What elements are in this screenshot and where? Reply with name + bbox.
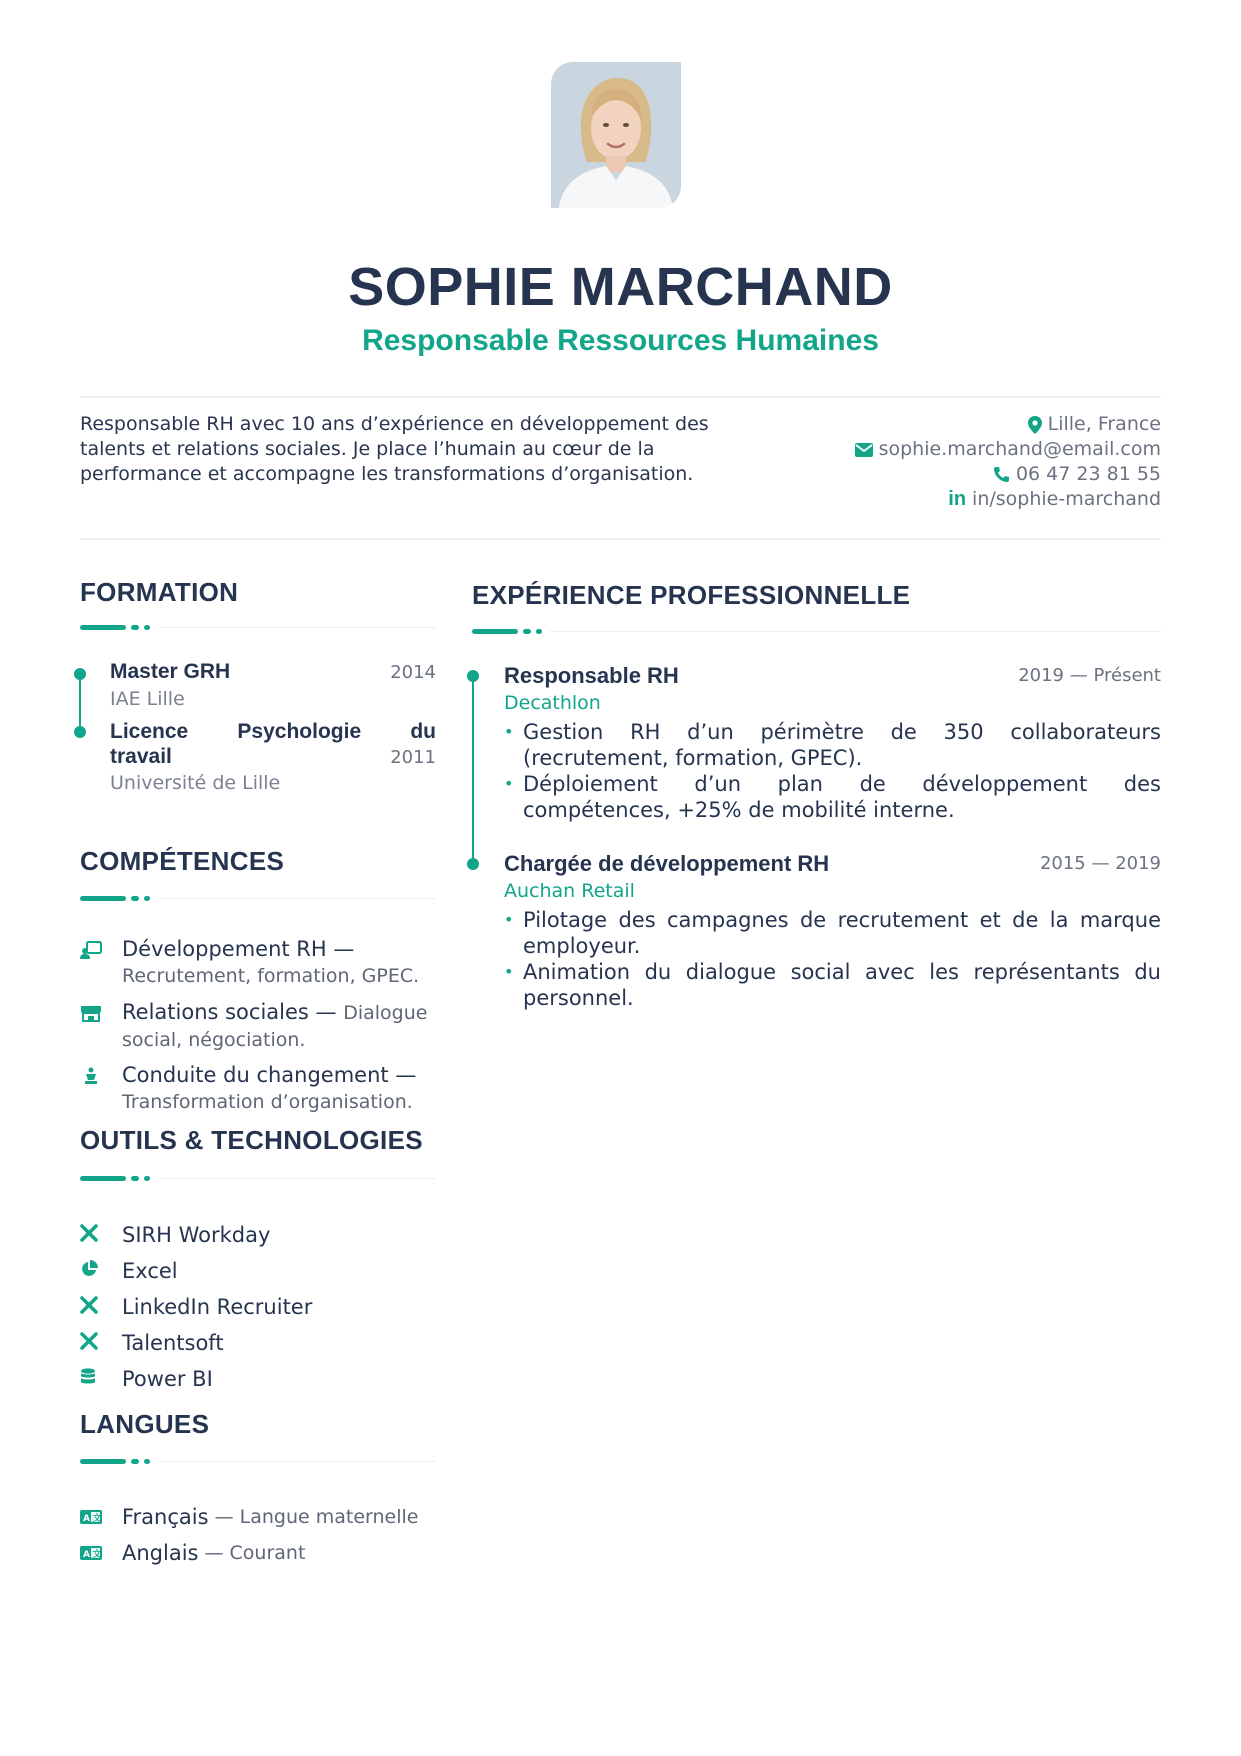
job-dates: 2019 — Présent xyxy=(1018,665,1161,686)
job-position: Chargée de développement RH xyxy=(504,851,830,876)
people-icon xyxy=(80,940,102,960)
pie-chart-icon xyxy=(80,1260,102,1282)
edu-year: 2011 xyxy=(390,747,436,768)
job-bullet: • Animation du dialogue social avec les représentants du personnel. xyxy=(504,959,1161,1011)
profile-photo xyxy=(551,62,681,208)
tool-item: Power BI xyxy=(80,1364,213,1394)
skill-item: Conduite du changement — Transformation d’organisation. xyxy=(80,1062,440,1115)
edu-school: Université de Lille xyxy=(110,772,281,794)
tool-item: LinkedIn Recruiter xyxy=(80,1292,312,1322)
tool-item: Excel xyxy=(80,1256,178,1286)
tools-icon xyxy=(80,1332,102,1354)
map-pin-icon xyxy=(1028,416,1042,434)
timeline-dot xyxy=(74,668,86,680)
edu-degree-line1: Licence Psychologie du xyxy=(110,720,436,743)
store-icon xyxy=(80,1003,102,1023)
timeline-dot xyxy=(467,858,479,870)
tool-item: SIRH Workday xyxy=(80,1220,270,1250)
job-title: Responsable Ressources Humaines xyxy=(362,324,879,357)
language-item: A 文 Anglais — Courant xyxy=(80,1538,305,1568)
svg-text:文: 文 xyxy=(92,1514,102,1524)
section-underline xyxy=(80,624,436,630)
job-company: Decathlon xyxy=(504,692,601,714)
profile-summary: Responsable RH avec 10 ans d’expérience en développement des talents et relations sociales. Je place l’humain au cœur de la performance et accompagne les transformations d’organisation. xyxy=(80,413,709,485)
job-bullet: • Déploiement d’un plan de développement des compétences, +25% de mobilité interne. xyxy=(504,771,1161,823)
skill-item: Développement RH — Recrutement, formation, GPEC. xyxy=(80,936,440,989)
job-dates: 2015 — 2019 xyxy=(1039,853,1161,874)
svg-text:A: A xyxy=(83,1550,90,1560)
tools-icon xyxy=(80,1296,102,1318)
competences-heading: COMPÉTENCES xyxy=(80,846,285,876)
contact-linkedin[interactable]: in in/sophie-marchand xyxy=(948,488,1161,510)
phone-icon xyxy=(993,466,1010,483)
language-icon xyxy=(80,1510,102,1524)
job-bullet: • Gestion RH d’un périmètre de 350 collaborateurs (recrutement, formation, GPEC). xyxy=(504,719,1161,771)
contact-email[interactable]: sophie.marchand@email.com xyxy=(855,437,1161,462)
edu-school: IAE Lille xyxy=(110,688,185,710)
outils-heading: OUTILS & TECHNOLOGIES xyxy=(80,1125,423,1155)
contact-location: Lille, France xyxy=(855,412,1161,437)
edu-year: 2014 xyxy=(390,662,436,683)
formation-heading: FORMATION xyxy=(80,577,239,607)
edu-degree: Master GRH xyxy=(110,660,231,683)
candidate-name: SOPHIE MARCHAND xyxy=(348,257,893,317)
edu-degree-line2: travail xyxy=(110,745,172,768)
job-position: Responsable RH xyxy=(504,663,679,688)
skill-item: Relations sociales — Dialogue social, négociation. xyxy=(80,999,440,1053)
job-bullet: • Pilotage des campagnes de recrutement et de la marque employeur. xyxy=(504,907,1161,959)
experience-heading: EXPÉRIENCE PROFESSIONNELLE xyxy=(472,580,911,610)
tool-item: Talentsoft xyxy=(80,1328,224,1358)
experience-timeline xyxy=(472,676,474,862)
divider xyxy=(80,396,1161,398)
section-underline xyxy=(80,1458,436,1464)
section-underline xyxy=(80,895,436,901)
language-icon xyxy=(80,1546,102,1560)
timeline-dot xyxy=(74,726,86,738)
job-bullets xyxy=(504,907,1161,1011)
formation-timeline xyxy=(79,674,81,732)
contact-phone[interactable]: 06 47 23 81 55 xyxy=(855,462,1161,487)
linkedin-icon: in xyxy=(948,488,967,510)
svg-text:A: A xyxy=(83,1514,90,1524)
tools-icon xyxy=(80,1224,102,1246)
database-icon xyxy=(80,1368,102,1390)
job-company: Auchan Retail xyxy=(504,880,635,902)
section-underline xyxy=(80,1175,436,1181)
contact-block xyxy=(855,412,1161,512)
language-item: A 文 Français — Langue maternelle xyxy=(80,1502,418,1532)
job-bullets xyxy=(504,719,1161,823)
chess-icon xyxy=(80,1066,102,1086)
divider xyxy=(80,538,1161,540)
section-underline xyxy=(472,628,1161,634)
svg-text:文: 文 xyxy=(92,1550,102,1560)
timeline-dot xyxy=(467,670,479,682)
langues-heading: LANGUES xyxy=(80,1409,210,1439)
envelope-icon xyxy=(855,443,873,457)
